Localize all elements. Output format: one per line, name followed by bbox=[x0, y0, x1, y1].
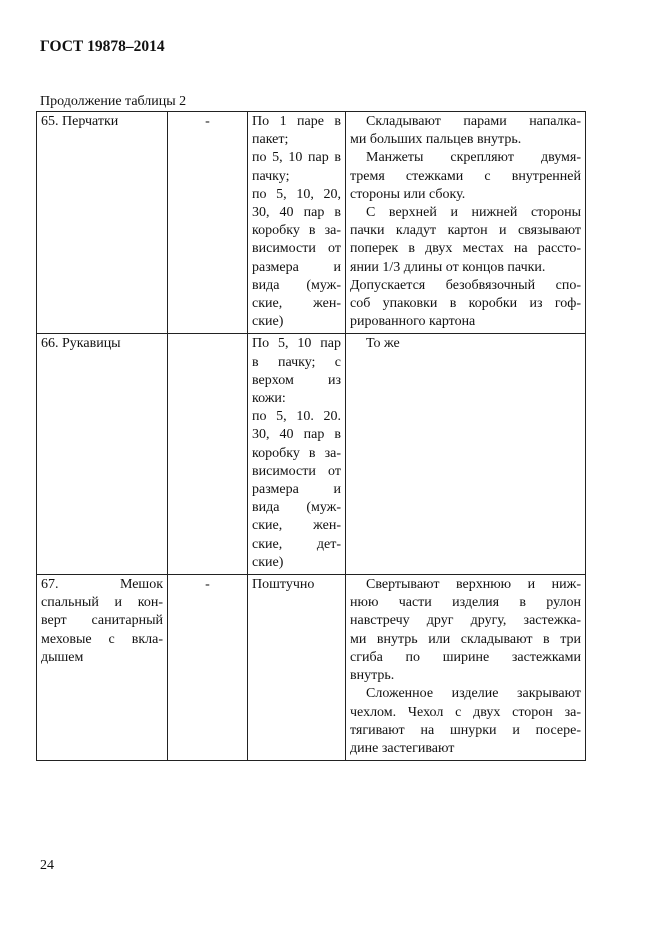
method-paragraph bbox=[350, 335, 581, 353]
method-line: чехлом. Чехол с двух сторон за- bbox=[350, 704, 581, 720]
packing-line: ские) bbox=[252, 554, 284, 570]
packing-line: ские) bbox=[252, 314, 284, 330]
packing-line: верхом из bbox=[252, 372, 341, 388]
method-paragraph bbox=[350, 277, 581, 332]
method-line: ми больших пальцев внутрь. bbox=[350, 132, 522, 148]
packing-line: По 1 паре в bbox=[252, 114, 341, 129]
method-cell bbox=[346, 112, 586, 334]
method-line: тягивают на шнурки и посере- bbox=[350, 722, 581, 738]
packing-cell bbox=[248, 334, 346, 575]
packing-line: вида (муж- bbox=[252, 500, 341, 516]
packing-line: ские, жен- bbox=[252, 518, 341, 534]
method-line: Сложенное изделие закрывают bbox=[366, 686, 581, 702]
item-name-line: меховые с вкла- bbox=[41, 631, 163, 647]
item-name-cell bbox=[37, 112, 168, 334]
method-paragraph bbox=[350, 685, 581, 758]
item-name-cell bbox=[37, 334, 168, 575]
table-row bbox=[37, 334, 586, 575]
packing-line: пачку; bbox=[252, 168, 290, 184]
method-line: стороны или сбоку. bbox=[350, 186, 466, 202]
method-line: рированного картона bbox=[350, 314, 476, 330]
method-cell bbox=[346, 575, 586, 761]
method-line: пачки кладут картон и связывают bbox=[350, 223, 581, 239]
method-line: нюю части изделия в рулон bbox=[350, 595, 581, 611]
packing-cell bbox=[248, 112, 346, 334]
method-paragraph bbox=[350, 113, 581, 149]
packing-line: коробку в за- bbox=[252, 445, 341, 461]
packing-line: коробку в за- bbox=[252, 223, 341, 239]
method-line: То же bbox=[366, 336, 400, 352]
table-row bbox=[37, 575, 586, 761]
method-line: тремя стежками с внутренней bbox=[350, 168, 581, 184]
method-line: соб упаковки в коробки из гоф- bbox=[350, 296, 581, 312]
packing-line: вида (муж- bbox=[252, 277, 341, 293]
item-col2-cell bbox=[168, 112, 248, 334]
method-line: навстречу друг другу, застежка- bbox=[350, 613, 581, 629]
item-col2-cell bbox=[168, 575, 248, 761]
method-paragraph bbox=[350, 204, 581, 277]
packing-line: размера и bbox=[252, 259, 341, 275]
packing-line: висимости от bbox=[252, 241, 341, 257]
table-row bbox=[37, 112, 586, 334]
packing-line: 30, 40 пар в bbox=[252, 427, 341, 443]
packing-line: по 5, 10. 20. bbox=[252, 409, 341, 425]
packing-line: ские, жен- bbox=[252, 296, 341, 312]
item-name-cell bbox=[37, 575, 168, 761]
packing-line: по 5, 10 пар в bbox=[252, 150, 341, 166]
item-name-line: 67. Мешок bbox=[41, 577, 163, 593]
packing-cell bbox=[248, 575, 346, 761]
method-line: внутрь. bbox=[350, 668, 395, 684]
packing-line: размера и bbox=[252, 482, 341, 498]
packing-line: По 5, 10 пар bbox=[252, 336, 341, 352]
method-line: янии 1/3 длины от концов пачки. bbox=[350, 259, 546, 275]
packing-table bbox=[36, 111, 586, 761]
table-caption: Продолжение таблицы 2 bbox=[40, 94, 187, 109]
method-paragraph bbox=[350, 576, 581, 685]
item-col2: - bbox=[205, 114, 210, 129]
item-col2-cell bbox=[168, 334, 248, 575]
method-line: ми внутрь или складывают в три bbox=[350, 631, 581, 647]
page-number: 24 bbox=[40, 858, 54, 873]
item-col2: - bbox=[205, 577, 210, 593]
method-line: Складывают парами напалка- bbox=[366, 114, 581, 129]
packing-line: висимости от bbox=[252, 463, 341, 479]
method-cell bbox=[346, 334, 586, 575]
method-line: поперек в двух местах на рассто- bbox=[350, 241, 581, 257]
method-line: С верхней и нижней стороны bbox=[366, 205, 581, 221]
item-name: 66. Рукавицы bbox=[41, 336, 121, 352]
item-name: 65. Перчатки bbox=[41, 114, 119, 129]
method-line: Свертывают верхнюю и ниж- bbox=[366, 577, 581, 593]
method-paragraph bbox=[350, 149, 581, 204]
document-header: ГОСТ 19878–2014 bbox=[40, 38, 165, 55]
item-name-line: дышем bbox=[41, 649, 84, 665]
item-name-line: спальный и кон- bbox=[41, 595, 163, 611]
packing-line: кожи: bbox=[252, 391, 286, 407]
packing-line: пакет; bbox=[252, 132, 289, 148]
method-line: сгиба по ширине застежками bbox=[350, 649, 581, 665]
packing-line: по 5, 10, 20, bbox=[252, 186, 341, 202]
method-line: дине застегивают bbox=[350, 740, 455, 756]
item-name-line: верт санитарный bbox=[41, 613, 163, 629]
method-line: Допускается безобвязочный спо- bbox=[350, 277, 581, 293]
packing-line: Поштучно bbox=[252, 577, 315, 593]
method-line: Манжеты скрепляют двумя- bbox=[366, 150, 581, 166]
packing-line: 30, 40 пар в bbox=[252, 205, 341, 221]
packing-line: в пачку; с bbox=[252, 354, 341, 370]
packing-line: ские, дет- bbox=[252, 536, 341, 552]
